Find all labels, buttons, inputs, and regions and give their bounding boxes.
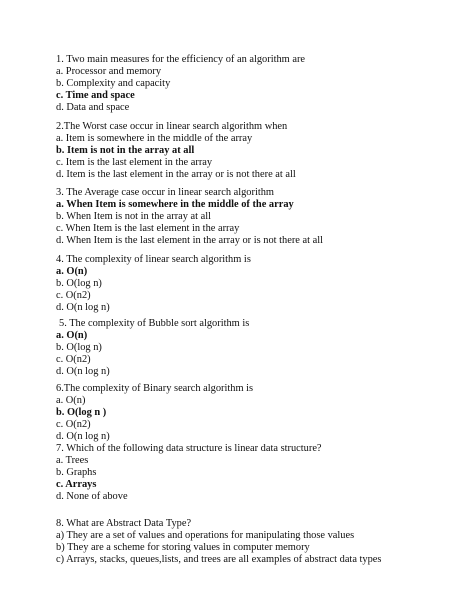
question-5-option-d: d. O(n log n) [56,366,110,377]
question-6-option-a: a. O(n) [56,395,86,406]
question-5-option-a-answer: a. O(n) [56,330,88,341]
question-1-option-c-answer: c. Time and space [56,90,135,101]
question-6-text: 6.The complexity of Binary search algorithm is [56,383,254,394]
question-7-option-a: a. Trees [56,455,89,466]
question-1-option-d: d. Data and space [56,102,130,113]
question-4-option-b: b. O(log n) [56,278,102,289]
question-6-option-c: c. O(n2) [56,419,91,430]
question-4-option-a-answer: a. O(n) [56,266,88,277]
question-8-text: 8. What are Abstract Data Type? [56,518,192,529]
question-1-text: 1. Two main measures for the efficiency of an algorithm are [56,54,306,65]
question-4-option-d: d. O(n log n) [56,302,110,313]
question-2-option-a: a. Item is somewhere in the middle of the array [56,133,253,144]
question-5-text: 5. The complexity of Bubble sort algorithm is [59,318,250,329]
question-7-option-d: d. None of above [56,491,128,502]
question-8-option-b: b) They are a scheme for storing values in computer memory [56,542,310,553]
question-3-option-d: d. When Item is the last element in the array or is not there at all [56,235,323,246]
question-7-text: 7. Which of the following data structure is linear data structure? [56,443,322,454]
question-7-option-b: b. Graphs [56,467,97,478]
question-6-option-d: d. O(n log n) [56,431,110,442]
question-6-option-b-answer: b. O(log n ) [56,407,107,418]
question-2-option-c: c. Item is the last element in the array [56,157,213,168]
question-3-option-a-answer: a. When Item is somewhere in the middle of the array [56,199,294,210]
question-8-option-c: c) Arrays, stacks, queues,lists, and trees are all examples of abstract data types [56,554,382,565]
question-1-option-a: a. Processor and memory [56,66,162,77]
question-2-text: 2.The Worst case occur in linear search algorithm when [56,121,288,132]
question-4-option-c: c. O(n2) [56,290,91,301]
question-3-option-b: b. When Item is not in the array at all [56,211,212,222]
question-4-text: 4. The complexity of linear search algorithm is [56,254,251,265]
question-7-option-c-answer: c. Arrays [56,479,97,490]
question-2-option-b-answer: b. Item is not in the array at all [56,145,195,156]
question-8-option-a: a) They are a set of values and operations for manipulating those values [56,530,355,541]
question-2-option-d: d. Item is the last element in the array or is not there at all [56,169,296,180]
question-5-option-c: c. O(n2) [56,354,91,365]
question-1-option-b: b. Complexity and capacity [56,78,171,89]
question-3-text: 3. The Average case occur in linear search algorithm [56,187,275,198]
question-3-option-c: c. When Item is the last element in the array [56,223,240,234]
question-5-option-b: b. O(log n) [56,342,102,353]
